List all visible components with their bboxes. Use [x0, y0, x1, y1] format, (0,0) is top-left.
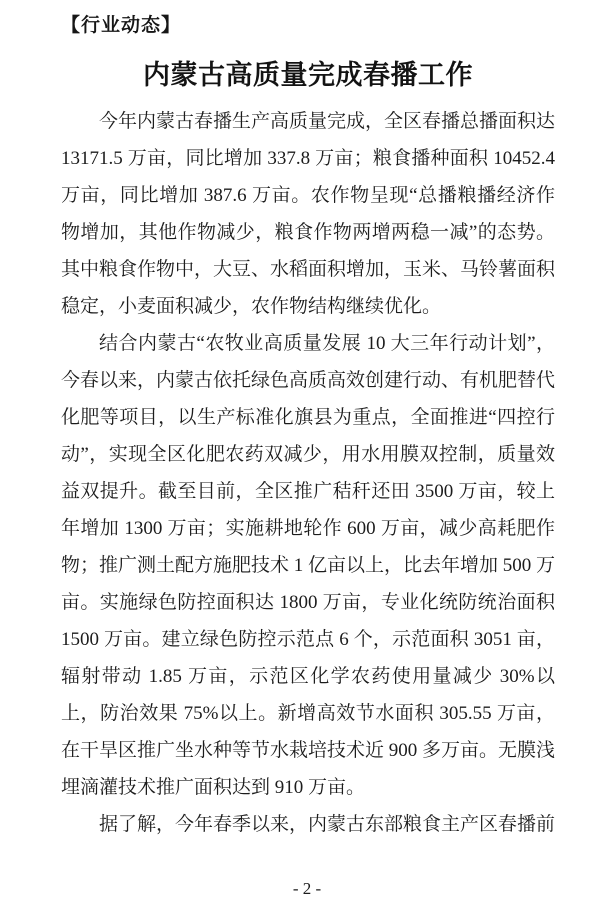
section-header: 【行业动态】 — [61, 15, 182, 36]
paragraph-3: 据了解，今年春季以来，内蒙古东部粮食主产区春播前 — [99, 814, 556, 835]
page-number: - 2 - — [292, 879, 322, 898]
page-title: 内蒙古高质量完成春播工作 — [143, 60, 473, 90]
paragraph-2: 结合内蒙古“农牧业高质量发展 10 大三年行动计划”，今春以来，内蒙古依托绿色高质高效创建行动、有机肥替代化肥等项目，以生产标准化旗县为重点，全面推进“四控行动”，实现全区化肥农药双减少，用水用膜双控制，质量效益双提升。截至目前，全区推广秸秆还田 3500 万亩，较上年增加 1300 万亩；实施耕地轮作 600 万亩，减少高耗肥作物；推广测土配方施肥技术 1 亿亩以上，比去年增加 500 万亩。实施绿色防控面积达 1800 万亩，专业化统防统治面积 1500 万亩。建立绿色防控示范点 6 个，示范面积 3051 亩，辐射带动 1.85 万亩，示范区化学农药使用量减少 30%以上，防治效果 75%以上。新增高效节水面积 305.55 万亩，在干旱区推广坐水种等节水栽培技术近 900 多万亩。无膜浅埋滴灌技术推广面积达到 910 万亩。 — [61, 333, 556, 798]
paragraph-1: 今年内蒙古春播生产高质量完成，全区春播总播面积达 13171.5 万亩，同比增加 337.8 万亩；粮食播种面积 10452.4 万亩，同比增加 387.6 万亩。农作物呈现“总播粮播经济作物增加，其他作物减少，粮食作物两增两稳一减”的态势。其中粮食作物中，大豆、水稻面积增加，玉米、马铃薯面积稳定，小麦面积减少，农作物结构继续优化。 — [61, 111, 556, 317]
article-body — [61, 103, 555, 843]
